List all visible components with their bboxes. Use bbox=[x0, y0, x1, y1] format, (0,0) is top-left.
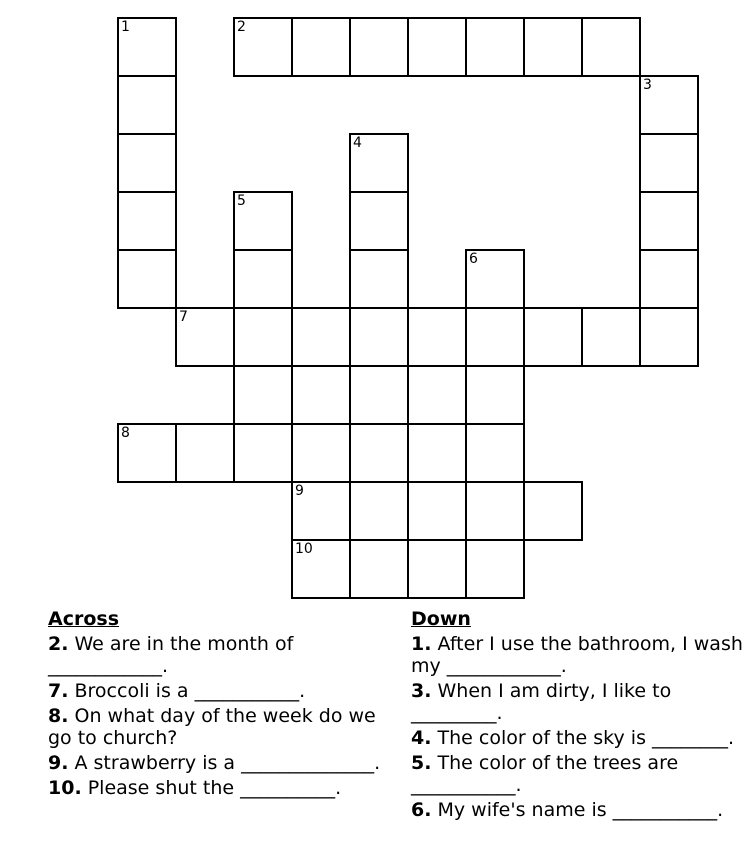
grid-cell[interactable] bbox=[291, 307, 351, 367]
clue-number: 4. bbox=[411, 727, 432, 749]
clue-down-4 bbox=[411, 727, 744, 749]
clue-number: 5. bbox=[411, 752, 432, 774]
grid-cell[interactable] bbox=[581, 17, 641, 77]
grid-cell[interactable] bbox=[407, 17, 467, 77]
grid-cell[interactable] bbox=[639, 307, 699, 367]
clue-text: The color of the trees are ___________. bbox=[411, 752, 679, 796]
clue-number: 10. bbox=[48, 777, 82, 799]
grid-cell[interactable] bbox=[639, 191, 699, 251]
grid-cell[interactable] bbox=[465, 249, 525, 309]
across-clues bbox=[48, 608, 393, 802]
cell-number: 8 bbox=[121, 425, 130, 441]
clue-text: When I am dirty, I like to _________. bbox=[411, 680, 672, 724]
grid-cell[interactable] bbox=[117, 423, 177, 483]
clue-down-3 bbox=[411, 680, 744, 724]
cell-number: 5 bbox=[237, 193, 246, 209]
clue-number: 3. bbox=[411, 680, 432, 702]
grid-cell[interactable] bbox=[233, 365, 293, 425]
grid-cell[interactable] bbox=[349, 249, 409, 309]
clue-across-2 bbox=[48, 633, 393, 677]
clue-number: 9. bbox=[48, 752, 69, 774]
grid-cell[interactable] bbox=[117, 75, 177, 135]
grid-cell[interactable] bbox=[349, 133, 409, 193]
clue-text: We are in the month of ____________. bbox=[48, 633, 294, 677]
grid-cell[interactable] bbox=[349, 307, 409, 367]
grid-cell[interactable] bbox=[349, 481, 409, 541]
grid-cell[interactable] bbox=[349, 539, 409, 599]
grid-cell[interactable] bbox=[523, 17, 583, 77]
grid-cell[interactable] bbox=[639, 133, 699, 193]
grid-cell[interactable] bbox=[117, 191, 177, 251]
grid-cell[interactable] bbox=[175, 307, 235, 367]
clue-text: Broccoli is a ___________. bbox=[74, 680, 306, 702]
grid-cell[interactable] bbox=[175, 423, 235, 483]
cell-number: 4 bbox=[353, 135, 362, 151]
grid-cell[interactable] bbox=[523, 307, 583, 367]
cell-number: 9 bbox=[295, 483, 304, 499]
clue-text: A strawberry is a ______________. bbox=[74, 752, 381, 774]
grid-cell[interactable] bbox=[291, 481, 351, 541]
cell-number: 1 bbox=[121, 19, 130, 35]
clue-text: My wife's name is ___________. bbox=[437, 799, 724, 821]
clue-text: On what day of the week do we go to church? bbox=[48, 705, 376, 749]
clue-across-9 bbox=[48, 752, 393, 774]
grid-cell[interactable] bbox=[407, 481, 467, 541]
grid-cell[interactable] bbox=[233, 17, 293, 77]
clue-text: After I use the bathroom, I wash my ____________. bbox=[411, 633, 743, 677]
cell-number: 7 bbox=[179, 309, 188, 325]
clue-text: Please shut the __________. bbox=[87, 777, 342, 799]
clue-number: 6. bbox=[411, 799, 432, 821]
grid-cell[interactable] bbox=[407, 423, 467, 483]
clue-down-5 bbox=[411, 752, 744, 796]
clue-number: 2. bbox=[48, 633, 69, 655]
grid-cell[interactable] bbox=[465, 423, 525, 483]
grid-cell[interactable] bbox=[233, 249, 293, 309]
clue-across-8 bbox=[48, 705, 393, 749]
down-heading: Down bbox=[411, 608, 471, 630]
cell-number: 2 bbox=[237, 19, 246, 35]
grid-cell[interactable] bbox=[349, 17, 409, 77]
grid-cell[interactable] bbox=[465, 307, 525, 367]
clue-across-10 bbox=[48, 777, 393, 799]
grid-cell[interactable] bbox=[581, 307, 641, 367]
down-clues bbox=[411, 608, 744, 824]
grid-cell[interactable] bbox=[349, 191, 409, 251]
cell-number: 3 bbox=[643, 77, 652, 93]
grid-cell[interactable] bbox=[639, 75, 699, 135]
grid-cell[interactable] bbox=[117, 249, 177, 309]
grid-cell[interactable] bbox=[233, 191, 293, 251]
clue-down-1 bbox=[411, 633, 744, 677]
grid-cell[interactable] bbox=[291, 539, 351, 599]
grid-cell[interactable] bbox=[465, 539, 525, 599]
grid-cell[interactable] bbox=[117, 133, 177, 193]
grid-cell[interactable] bbox=[291, 423, 351, 483]
grid-cell[interactable] bbox=[233, 307, 293, 367]
grid-cell[interactable] bbox=[523, 481, 583, 541]
clue-number: 8. bbox=[48, 705, 69, 727]
clue-across-7 bbox=[48, 680, 393, 702]
clue-text: The color of the sky is ________. bbox=[437, 727, 735, 749]
cell-number: 6 bbox=[469, 251, 478, 267]
grid-cell[interactable] bbox=[291, 17, 351, 77]
grid-cell[interactable] bbox=[465, 17, 525, 77]
grid-cell[interactable] bbox=[349, 365, 409, 425]
clue-number: 7. bbox=[48, 680, 69, 702]
grid-cell[interactable] bbox=[407, 539, 467, 599]
grid-cell[interactable] bbox=[407, 307, 467, 367]
grid-cell[interactable] bbox=[117, 17, 177, 77]
clue-number: 1. bbox=[411, 633, 432, 655]
grid-cell[interactable] bbox=[465, 365, 525, 425]
clue-down-6 bbox=[411, 799, 744, 821]
across-heading: Across bbox=[48, 608, 120, 630]
grid-cell[interactable] bbox=[349, 423, 409, 483]
grid-cell[interactable] bbox=[465, 481, 525, 541]
grid-cell[interactable] bbox=[233, 423, 293, 483]
grid-cell[interactable] bbox=[639, 249, 699, 309]
cell-number: 10 bbox=[295, 541, 313, 557]
